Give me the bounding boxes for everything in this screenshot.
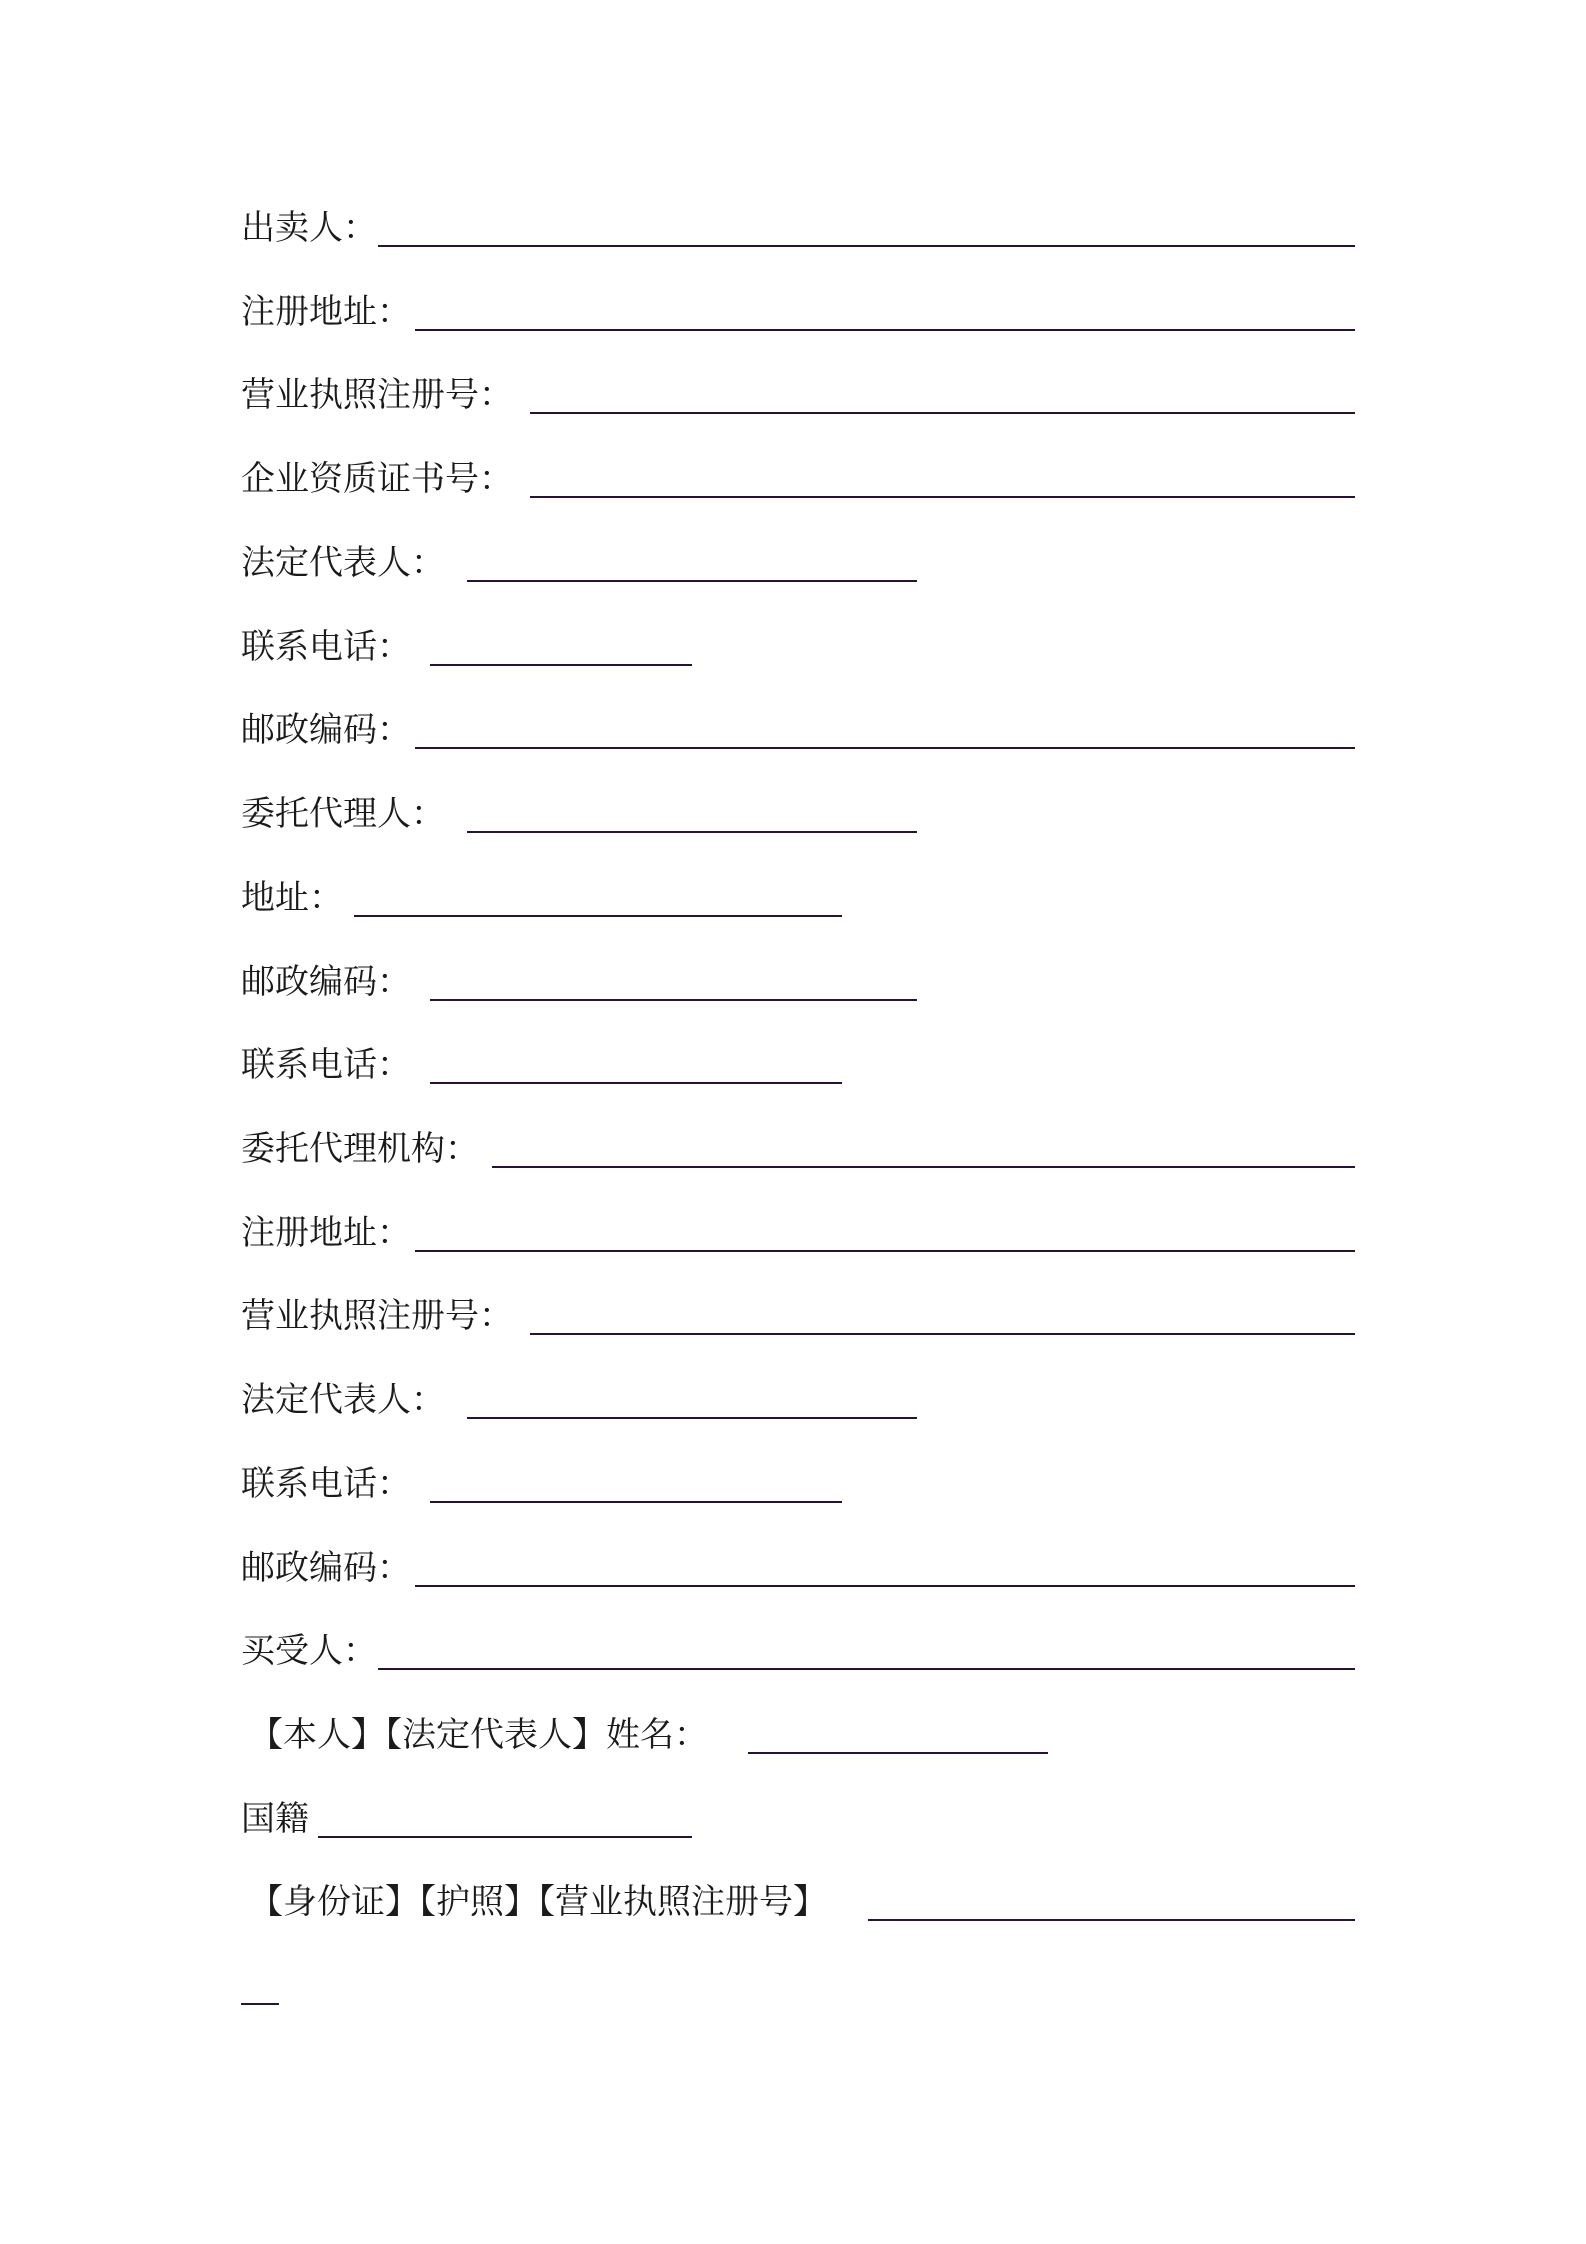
seller-legal-rep-label: 法定代表人：: [241, 543, 445, 583]
seller-row: [241, 203, 377, 253]
agent-address-blank[interactable]: [354, 915, 842, 917]
buyer-blank[interactable]: [378, 1668, 1355, 1670]
agency-license-no-row: [241, 1291, 513, 1341]
seller-blank[interactable]: [378, 245, 1355, 247]
agency-phone-row: [241, 1459, 411, 1509]
buyer-name-row: [249, 1710, 708, 1760]
buyer-row: [241, 1626, 377, 1676]
buyer-name-blank[interactable]: [748, 1752, 1048, 1754]
agent-blank[interactable]: [467, 831, 917, 833]
buyer-id-label: 【身份证】【护照】【营业执照注册号】: [249, 1882, 827, 1922]
buyer-nationality-blank[interactable]: [318, 1836, 692, 1838]
agency-reg-address-blank[interactable]: [415, 1250, 1355, 1252]
agency-phone-label: 联系电话：: [241, 1464, 411, 1504]
agency-legal-rep-row: [241, 1375, 445, 1425]
agency-legal-rep-blank[interactable]: [467, 1417, 917, 1419]
agency-legal-rep-label: 法定代表人：: [241, 1380, 445, 1420]
agency-postcode-row: [241, 1543, 411, 1593]
agency-license-no-blank[interactable]: [530, 1333, 1355, 1335]
seller-postcode-label: 邮政编码：: [241, 710, 411, 750]
agency-reg-address-label: 注册地址：: [241, 1213, 411, 1253]
buyer-nationality-label: 国籍: [241, 1799, 309, 1839]
agency-label: 委托代理机构：: [241, 1129, 479, 1169]
agent-address-row: [241, 873, 343, 923]
buyer-name-label: 【本人】【法定代表人】姓名：: [249, 1715, 708, 1755]
seller-reg-address-row: [241, 287, 411, 337]
agency-row: [241, 1124, 479, 1174]
seller-phone-row: [241, 622, 411, 672]
seller-label: 出卖人：: [241, 208, 377, 248]
seller-postcode-row: [241, 705, 411, 755]
seller-phone-label: 联系电话：: [241, 627, 411, 667]
agency-postcode-label: 邮政编码：: [241, 1548, 411, 1588]
agency-blank[interactable]: [492, 1166, 1355, 1168]
buyer-id-continuation-blank[interactable]: [241, 2003, 279, 2005]
seller-phone-blank[interactable]: [430, 664, 692, 666]
seller-cert-no-label: 企业资质证书号：: [241, 459, 513, 499]
agency-reg-address-row: [241, 1208, 411, 1258]
agency-license-no-label: 营业执照注册号：: [241, 1296, 513, 1336]
seller-legal-rep-blank[interactable]: [467, 580, 917, 582]
agent-phone-row: [241, 1040, 411, 1090]
agency-postcode-blank[interactable]: [415, 1585, 1355, 1587]
agent-postcode-blank[interactable]: [430, 999, 917, 1001]
seller-license-no-row: [241, 370, 513, 420]
agency-phone-blank[interactable]: [430, 1501, 842, 1503]
seller-reg-address-blank[interactable]: [415, 329, 1355, 331]
agent-label: 委托代理人：: [241, 794, 445, 834]
seller-legal-rep-row: [241, 538, 445, 588]
seller-license-no-label: 营业执照注册号：: [241, 375, 513, 415]
agent-address-label: 地址：: [241, 878, 343, 918]
seller-license-no-blank[interactable]: [530, 412, 1355, 414]
agent-phone-label: 联系电话：: [241, 1045, 411, 1085]
agent-postcode-row: [241, 957, 411, 1007]
agent-postcode-label: 邮政编码：: [241, 962, 411, 1002]
seller-reg-address-label: 注册地址：: [241, 292, 411, 332]
seller-cert-no-row: [241, 454, 513, 504]
seller-cert-no-blank[interactable]: [530, 496, 1355, 498]
agent-row: [241, 789, 445, 839]
buyer-nationality-row: [241, 1794, 309, 1844]
buyer-label: 买受人：: [241, 1631, 377, 1671]
buyer-id-blank[interactable]: [868, 1919, 1355, 1921]
agent-phone-blank[interactable]: [430, 1082, 842, 1084]
buyer-id-row: [249, 1877, 827, 1927]
seller-postcode-blank[interactable]: [415, 747, 1355, 749]
